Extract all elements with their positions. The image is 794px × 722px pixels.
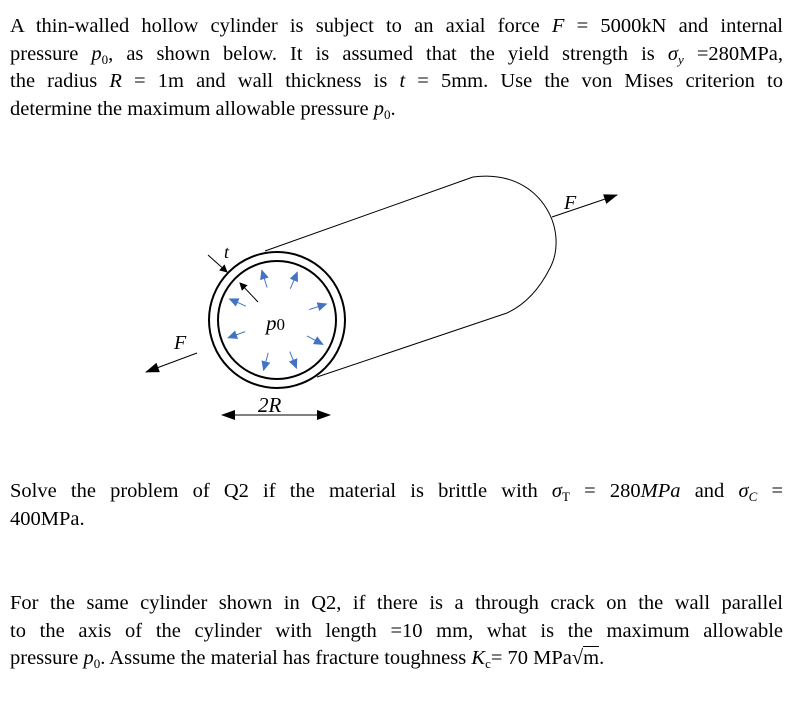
math-symbol: t: [399, 70, 406, 92]
force-label-right: F: [564, 192, 577, 214]
text-line: [10, 645, 783, 673]
pressure-label: [264, 311, 285, 335]
text-segment: the radius: [10, 70, 110, 92]
math-symbol: p: [373, 97, 385, 120]
text-segment: A thin-walled hollow cylinder is subject to an axial force: [10, 15, 552, 37]
math-symbol: MPa: [640, 480, 681, 502]
subscript: y: [677, 51, 684, 67]
math-symbol: m: [583, 647, 600, 669]
text-segment: = 5mm. Use the von Mises criterion to: [405, 70, 783, 92]
math-symbol: F: [551, 15, 565, 37]
math-symbol: σ: [738, 480, 749, 502]
force-label-left: F: [174, 332, 187, 354]
math-symbol: R: [109, 70, 122, 92]
subscript: 0: [93, 656, 101, 671]
math-symbol: p: [83, 647, 94, 669]
text-segment: . Assume the material has fracture toughness: [100, 647, 472, 669]
text-segment: and: [680, 480, 739, 502]
text-segment: For the same cylinder shown in Q2, if there is a through crack on the wall parallel: [10, 592, 783, 614]
subscript: T: [562, 489, 570, 504]
text-segment: , as shown below. It is assumed that the yield strength is: [108, 42, 668, 65]
question-3-text: [10, 590, 783, 673]
math-symbol: σ: [667, 42, 678, 65]
subscript: C: [748, 489, 758, 504]
text-segment: = 70 MPa√: [490, 647, 584, 669]
text-segment: .: [390, 97, 396, 120]
pressure-label-sub: 0: [276, 315, 285, 334]
subscript: c: [485, 656, 491, 671]
text-segment: determine the maximum allowable pressure: [10, 97, 374, 120]
text-segment: = 5000kN and internal: [564, 15, 783, 37]
text-segment: Solve the problem of Q2 if the material is brittle with: [10, 480, 552, 502]
math-symbol: σ: [551, 480, 563, 502]
text-line: [10, 478, 783, 506]
math-symbol: p: [91, 42, 102, 65]
text-segment: =280MPa,: [683, 42, 783, 65]
text-segment: = 1m and wall thickness is: [121, 70, 400, 92]
math-symbol: K: [471, 647, 486, 669]
pressure-label-p: p: [266, 311, 277, 335]
text-segment: to the axis of the cylinder with length =10 mm, what is the maximum allowable: [10, 619, 783, 642]
text-line: [10, 506, 783, 534]
text-segment: = 280: [569, 480, 641, 502]
text-segment: =: [757, 480, 784, 502]
diameter-label: 2R: [258, 393, 282, 417]
text-segment: pressure: [10, 42, 92, 65]
subscript: 0: [384, 106, 391, 122]
text-line: [10, 590, 783, 618]
text-segment: .: [599, 647, 605, 669]
force-arrow-right: [552, 195, 617, 217]
force-arrow-left: [146, 353, 197, 372]
text-segment: 400MPa.: [10, 507, 85, 530]
text-line: [10, 618, 783, 646]
text-segment: pressure: [10, 647, 84, 669]
subscript: 0: [101, 51, 109, 67]
question-2-text: [10, 478, 783, 533]
thickness-label: t: [224, 242, 230, 262]
